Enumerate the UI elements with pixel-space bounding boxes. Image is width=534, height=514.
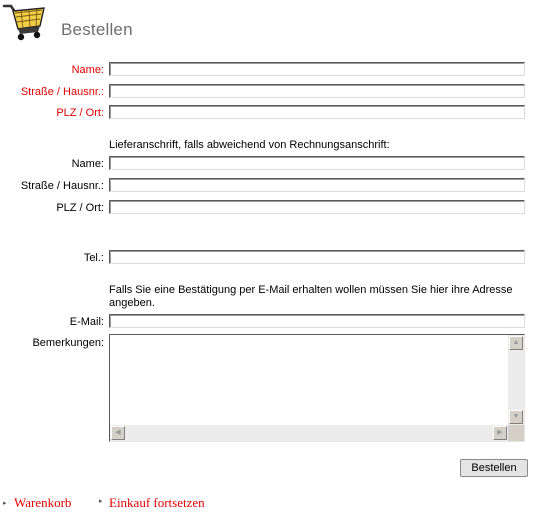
shopping-cart-icon <box>2 2 50 42</box>
shipping-street-label: Straße / Hausnr.: <box>20 180 104 192</box>
email-hint: Falls Sie eine Bestätigung per E-Mail erhalten wollen müssen Sie hier ihre Adresse angeben. <box>109 284 513 309</box>
scroll-up-icon[interactable]: ▲ <box>509 336 523 350</box>
scroll-left-icon[interactable]: ◀ <box>111 426 125 440</box>
remarks-textarea[interactable] <box>111 336 508 425</box>
scrollbar-corner <box>508 425 524 441</box>
remarks-label: Bemerkungen: <box>32 337 104 349</box>
arrow-bullet-icon: ▸ <box>3 500 7 507</box>
shipping-name-label: Name: <box>71 158 104 170</box>
billing-name-label: Name: <box>71 64 104 76</box>
shipping-name-input[interactable] <box>109 156 525 170</box>
remarks-field <box>109 334 525 442</box>
arrow-bullet-icon: ▸ <box>99 498 103 505</box>
scroll-down-icon[interactable]: ▼ <box>509 410 523 424</box>
phone-label: Tel.: <box>83 252 104 264</box>
order-submit-button[interactable]: Bestellen <box>460 459 528 477</box>
shipping-city-input[interactable] <box>109 200 525 214</box>
remarks-horizontal-scrollbar[interactable] <box>110 425 508 441</box>
scroll-right-icon[interactable]: ▶ <box>493 426 507 440</box>
shipping-street-input[interactable] <box>109 178 525 192</box>
billing-city-label: PLZ / Ort: <box>56 107 104 119</box>
continue-shopping-link[interactable]: Einkauf fortsetzen <box>109 495 205 510</box>
cart-link[interactable]: Warenkorb <box>14 495 72 510</box>
billing-name-input[interactable] <box>109 62 525 76</box>
email-label: E-Mail: <box>69 316 104 328</box>
billing-street-input[interactable] <box>109 84 525 98</box>
phone-input[interactable] <box>109 250 525 264</box>
shipping-city-label: PLZ / Ort: <box>56 202 104 214</box>
remarks-vertical-scrollbar[interactable] <box>508 335 524 425</box>
shipping-heading: Lieferanschrift, falls abweichend von Rechnungsanschrift: <box>109 139 390 151</box>
email-input[interactable] <box>109 314 525 328</box>
billing-street-label: Straße / Hausnr.: <box>20 86 104 98</box>
billing-city-input[interactable] <box>109 105 525 119</box>
page-title: Bestellen <box>61 20 133 39</box>
